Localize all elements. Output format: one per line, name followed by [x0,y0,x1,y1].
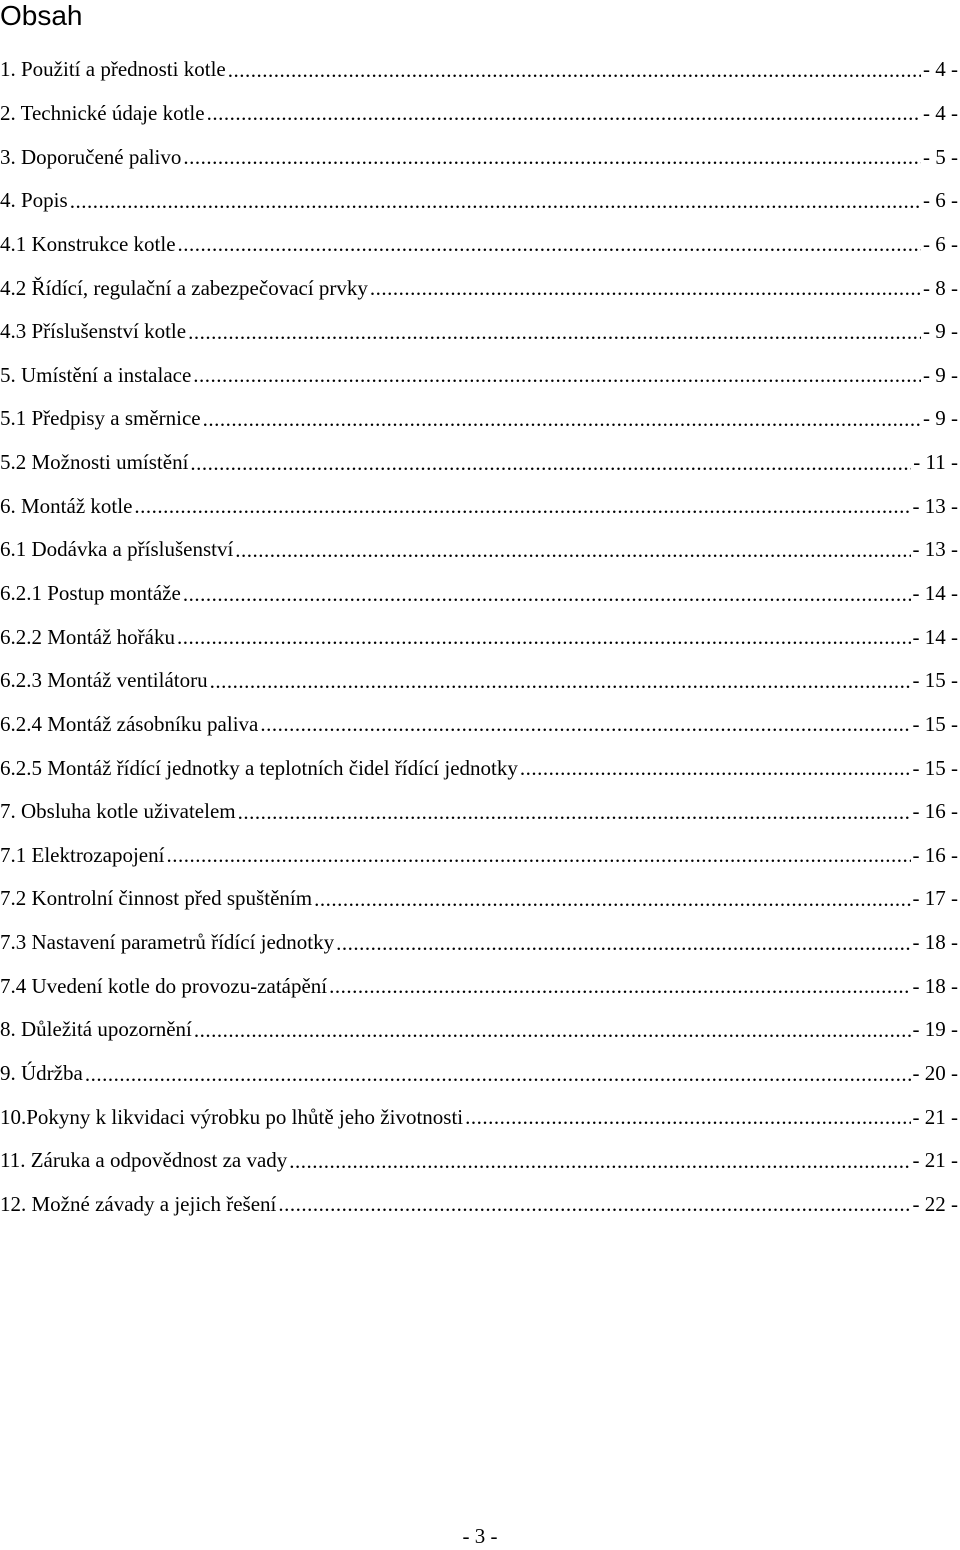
toc-entry-label: 6.1 Dodávka a příslušenství [0,537,234,562]
toc-entry[interactable] [0,484,960,528]
toc-entry-label: 5. Umístění a instalace [0,362,192,387]
toc-entry[interactable] [0,266,960,310]
toc-entry[interactable] [0,572,960,616]
toc-entry[interactable] [0,1183,960,1227]
dot-leader [278,1192,910,1216]
toc-entry-label: 7.1 Elektrozapojení [0,842,165,867]
dot-leader [465,1105,910,1129]
dot-leader [289,1149,910,1173]
toc-entry-page: - 16 - [912,799,958,824]
dot-leader [193,363,921,387]
toc-entry[interactable] [0,659,960,703]
toc-entry-page: - 9 - [923,406,958,431]
toc-entry[interactable] [0,92,960,136]
dot-leader [85,1062,911,1086]
toc-entry-label: 8. Důležitá upozornění [0,1017,192,1042]
toc-entry[interactable] [0,1095,960,1139]
toc-entry-page: - 15 - [912,755,958,780]
toc-entry-label: 6.2.4 Montáž zásobníku paliva [0,711,259,736]
toc-entry-page: - 15 - [912,711,958,736]
toc-entry[interactable] [0,179,960,223]
toc-entry-label: 5.2 Možnosti umístění [0,450,189,475]
dot-leader [70,189,921,213]
toc-entry[interactable] [0,223,960,267]
toc-entry-page: - 19 - [912,1017,958,1042]
dot-leader [520,756,911,780]
toc-entry-page: - 8 - [923,275,958,300]
toc-entry[interactable] [0,703,960,747]
toc-entry[interactable] [0,48,960,92]
toc-entry-label: 6.2.1 Postup montáže [0,581,181,605]
toc-entry-label: 9. Údržba [0,1061,83,1086]
toc-entry-page: - 13 - [912,493,958,518]
toc-entry[interactable] [0,615,960,659]
toc-entry-label: 7. Obsluha kotle uživatelem [0,799,236,824]
toc-entry-label: 10.Pokyny k likvidaci výrobku po lhůtě jeho životnosti [0,1104,464,1129]
toc-entry-page: - 20 - [912,1061,958,1086]
toc-entry-label: 4.2 Řídící, regulační a zabezpečovací prvky [0,275,368,300]
toc-entry-label: 7.4 Uvedení kotle do provozu-zatápění [0,973,328,998]
dot-leader [166,843,910,867]
toc-entry-page: - 15 - [912,668,958,693]
dot-leader [177,625,911,649]
toc-entry-label: 3. Doporučené palivo [0,144,182,169]
toc-entry[interactable] [0,528,960,572]
toc-entry-label: 7.2 Kontrolní činnost před spuštěním [0,886,313,911]
dot-leader [183,145,921,169]
toc-entry-page: - 9 - [923,362,958,387]
dot-leader [370,276,921,300]
toc-entry-label: 2. Technické údaje kotle [0,100,205,125]
toc-entry-page: - 21 - [912,1148,958,1173]
dot-leader [203,407,921,431]
toc-entry[interactable] [0,135,960,179]
toc-entry-page: - 14 - [912,581,958,605]
dot-leader [210,669,911,693]
toc-entry-label: 4.1 Konstrukce kotle [0,231,176,256]
dot-leader [183,582,911,606]
toc-entry[interactable] [0,1052,960,1096]
toc-entry[interactable] [0,790,960,834]
toc-entry-label: 12. Možné závady a jejich řešení [0,1191,277,1216]
dot-leader [329,974,910,998]
toc-entry-label: 6.2.3 Montáž ventilátoru [0,668,208,693]
toc-entry[interactable] [0,746,960,790]
toc-entry-page: - 18 - [912,973,958,998]
toc-entry[interactable] [0,353,960,397]
toc-entry-label: 6.2.2 Montáž hořáku [0,624,175,649]
dot-leader [235,538,910,562]
toc-entry-page: - 6 - [923,231,958,256]
toc-entry-label: 7.3 Nastavení parametrů řídící jednotky [0,930,335,955]
toc-entry-label: 4.3 Příslušenství kotle [0,319,187,344]
dot-leader [314,887,910,911]
toc-entry-page: - 4 - [923,57,958,82]
toc-entry-page: - 13 - [912,537,958,562]
toc-entry[interactable] [0,834,960,878]
dot-leader [238,800,911,824]
dot-leader [336,931,910,955]
toc-entry-page: - 4 - [923,100,958,125]
toc-entry-label: 6. Montáž kotle [0,493,133,518]
toc-entry-page: - 21 - [912,1104,958,1129]
table-of-contents [0,48,960,1226]
toc-entry[interactable] [0,1139,960,1183]
toc-entry[interactable] [0,964,960,1008]
toc-entry[interactable] [0,877,960,921]
toc-entry-label: 6.2.5 Montáž řídící jednotky a teplotních čidel řídící jednotky [0,755,518,780]
toc-entry-label: 11. Záruka a odpovědnost za vady [0,1148,288,1173]
page-title: Obsah [0,0,83,31]
dot-leader [228,58,921,82]
toc-entry-label: 1. Použití a přednosti kotle [0,57,226,82]
dot-leader [207,101,921,125]
toc-entry-page: - 11 - [913,450,958,475]
toc-entry[interactable] [0,921,960,965]
toc-entry-page: - 5 - [923,144,958,169]
toc-entry[interactable] [0,1008,960,1052]
dot-leader [194,1018,911,1042]
dot-leader [178,232,921,256]
toc-entry-page: - 6 - [923,188,958,213]
toc-entry[interactable] [0,397,960,441]
toc-entry[interactable] [0,310,960,354]
toc-entry-page: - 18 - [912,930,958,955]
toc-entry[interactable] [0,441,960,485]
dot-leader [188,320,921,344]
toc-entry-page: - 14 - [912,624,958,649]
toc-entry-label: 5.1 Předpisy a směrnice [0,406,201,431]
toc-entry-page: - 17 - [912,886,958,911]
dot-leader [260,712,910,736]
page-number: - 3 - [462,1524,498,1548]
toc-entry-page: - 22 - [912,1191,958,1216]
toc-entry-page: - 9 - [923,319,958,344]
toc-entry-label: 4. Popis [0,188,68,213]
toc-entry-page: - 16 - [912,842,958,867]
dot-leader [190,451,911,475]
dot-leader [134,494,910,518]
